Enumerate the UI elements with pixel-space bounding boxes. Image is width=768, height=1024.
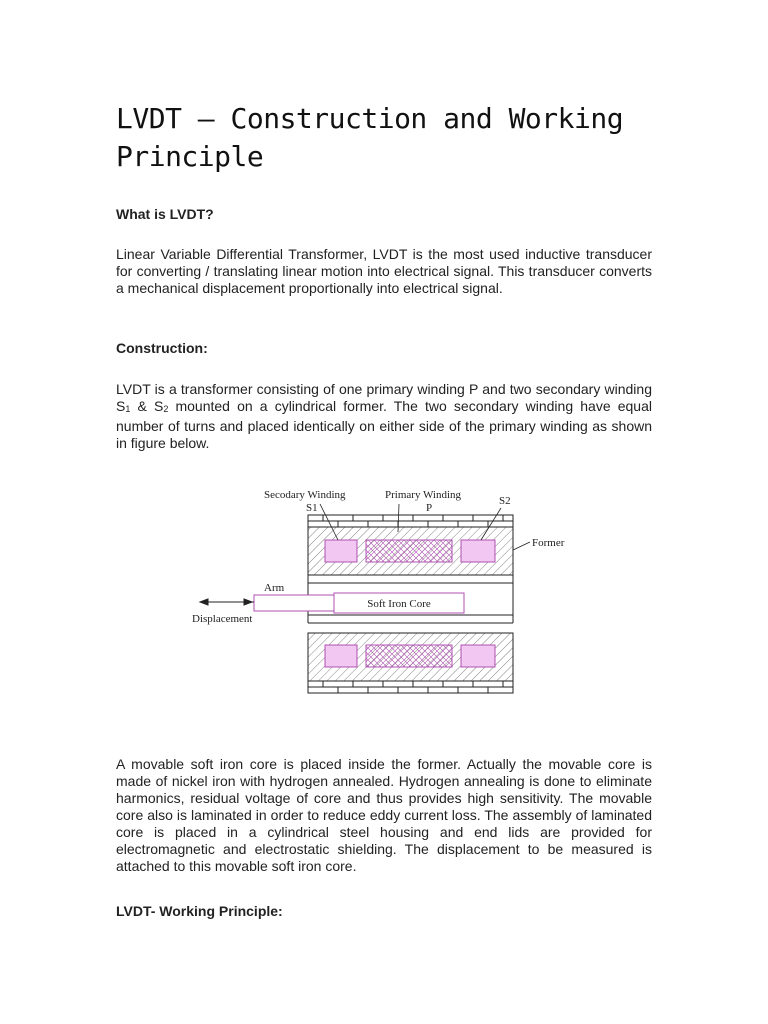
s2-label: S2 [499,495,511,507]
s1-subscript: 1 [125,404,131,414]
paragraph-construction [116,381,652,452]
heading-working-principle: LVDT- Working Principle: [116,903,283,919]
p-label: P [426,502,433,514]
core-label: Soft Iron Core [367,598,431,610]
s1-label: S1 [306,502,318,514]
displacement-arrow [200,599,254,605]
paragraph-core: A movable soft iron core is placed inside the former. Actually the movable core is made of nickel iron with hydrogen annealed. Hydrogen annealing is done to eliminate harmonics, residual voltage of core and thus provides high sensitivity. The movable core also is laminated in order to reduce eddy current loss. The assembly of laminated core is placed in a cylindrical steel housing and end lids are provided for electromagnetic and electrostatic shielding. The displacement to be measured is attached to this movable soft iron core. [116,756,652,874]
s2-subscript: 2 [163,404,169,414]
heading-construction: Construction: [116,340,208,356]
winding-s2-upper [461,540,495,562]
former-top-ticks [308,515,513,527]
winding-s2-lower [461,645,495,667]
paragraph-what-is-lvdt: Linear Variable Differential Transformer, LVDT is the most used inductive transducer for converting / translating linear motion into electrical signal. This transducer converts a mechanical displacement proportionally into electrical signal. [116,246,652,296]
construction-text-3: mounted on a cylindrical former. The two secondary winding have equal number of turns and placed identically on either side of the primary winding as shown in figure below. [116,398,652,451]
construction-text-1: LVDT is a transformer consisting of one primary winding P and two secondary winding S [116,381,652,414]
displacement-label: Displacement [192,613,253,625]
winding-s1-lower [325,645,357,667]
former-bottom-ticks [308,681,513,693]
lvdt-construction-diagram [188,480,588,700]
secondary-winding-label: Secodary Winding [264,489,346,501]
page-title: LVDT – Construction and Working Principle [116,102,624,173]
arm-rod [254,595,334,611]
primary-winding-label: Primary Winding [385,489,462,501]
winding-p-upper [366,540,452,562]
winding-p-lower [366,645,452,667]
heading-what-is-lvdt: What is LVDT? [116,206,214,222]
construction-text-2: & S [130,398,164,414]
former-label: Former [532,537,565,549]
winding-s1-upper [325,540,357,562]
arm-label: Arm [264,582,285,594]
